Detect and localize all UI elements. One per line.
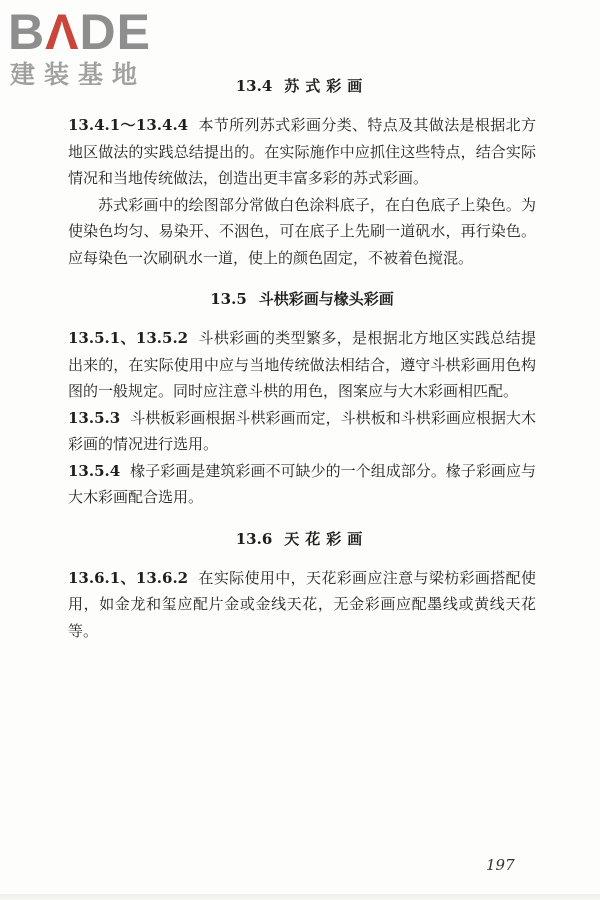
clause-paragraph	[68, 405, 536, 458]
section-title: 天花彩画	[284, 529, 369, 548]
clause-text: 在实际使用中，天花彩画应注意与梁枋彩画搭配使用，如金龙和玺应配片金或金线天花，无金彩画应配墨线或黄线天花等。	[68, 568, 536, 640]
clause-text: 椽子彩画是建筑彩画不可缺少的一个组成部分。椽子彩画应与大木彩画配合选用。	[68, 461, 536, 506]
section-number: 13.4	[235, 77, 273, 95]
section-heading	[68, 525, 536, 553]
section-heading	[68, 72, 536, 100]
clause-paragraph	[68, 325, 536, 405]
clause-text: 本节所列苏式彩画分类、特点及其做法是根据北方地区做法的实践总结提出的。在实际施作中应抓住这些特点，结合实际情况和当地传统做法，创造出更丰富多彩的苏式彩画。	[68, 116, 536, 187]
section-title: 斗栱彩画与椽头彩画	[258, 290, 394, 308]
section-number: 13.6	[235, 529, 273, 548]
page-number: 197	[486, 856, 515, 874]
clause-text: 苏式彩画中的绘图部分常做白色涂料底子，在白色底子上染色。为使染色均匀、易染开、不洇色，可在底子上先刷一道矾水，再行染色。应每染色一次刷矾水一道，使上的颜色固定，不被着色搅混。	[68, 195, 536, 267]
clause-paragraph	[68, 458, 536, 511]
logo-accent-letter: Λ	[45, 4, 80, 60]
section-heading	[68, 285, 536, 313]
logo-subtitle: 建装基地	[10, 60, 147, 89]
clause-code: 13.5.4	[68, 461, 121, 480]
section-number: 13.5	[210, 290, 247, 308]
section-title: 苏式彩画	[284, 77, 369, 95]
clause-code: 13.5.3	[68, 408, 121, 427]
clause-paragraph	[68, 112, 536, 192]
logo-wordmark: BΛDE	[8, 4, 151, 60]
clause-code: 13.5.1、13.5.2	[68, 329, 189, 347]
document-body	[68, 72, 536, 644]
clause-text: 斗栱板彩画根据斗栱彩画而定，斗栱板和斗栱彩画应根据大木彩画的情况进行选用。	[68, 408, 536, 453]
clause-paragraph	[68, 565, 536, 645]
clause-code: 13.6.1、13.6.2	[68, 568, 189, 587]
clause-code: 13.4.1～13.4.4	[68, 116, 189, 134]
page-edge	[0, 894, 600, 900]
clause-text: 斗栱彩画的类型繁多，是根据北方地区实践总结提出来的，在实际使用中应与当地传统做法相结合，遵守斗栱彩画用色构图的一般规定。同时应注意斗栱的用色，图案应与大木彩画相匹配。	[68, 329, 536, 400]
clause-paragraph	[68, 192, 536, 272]
